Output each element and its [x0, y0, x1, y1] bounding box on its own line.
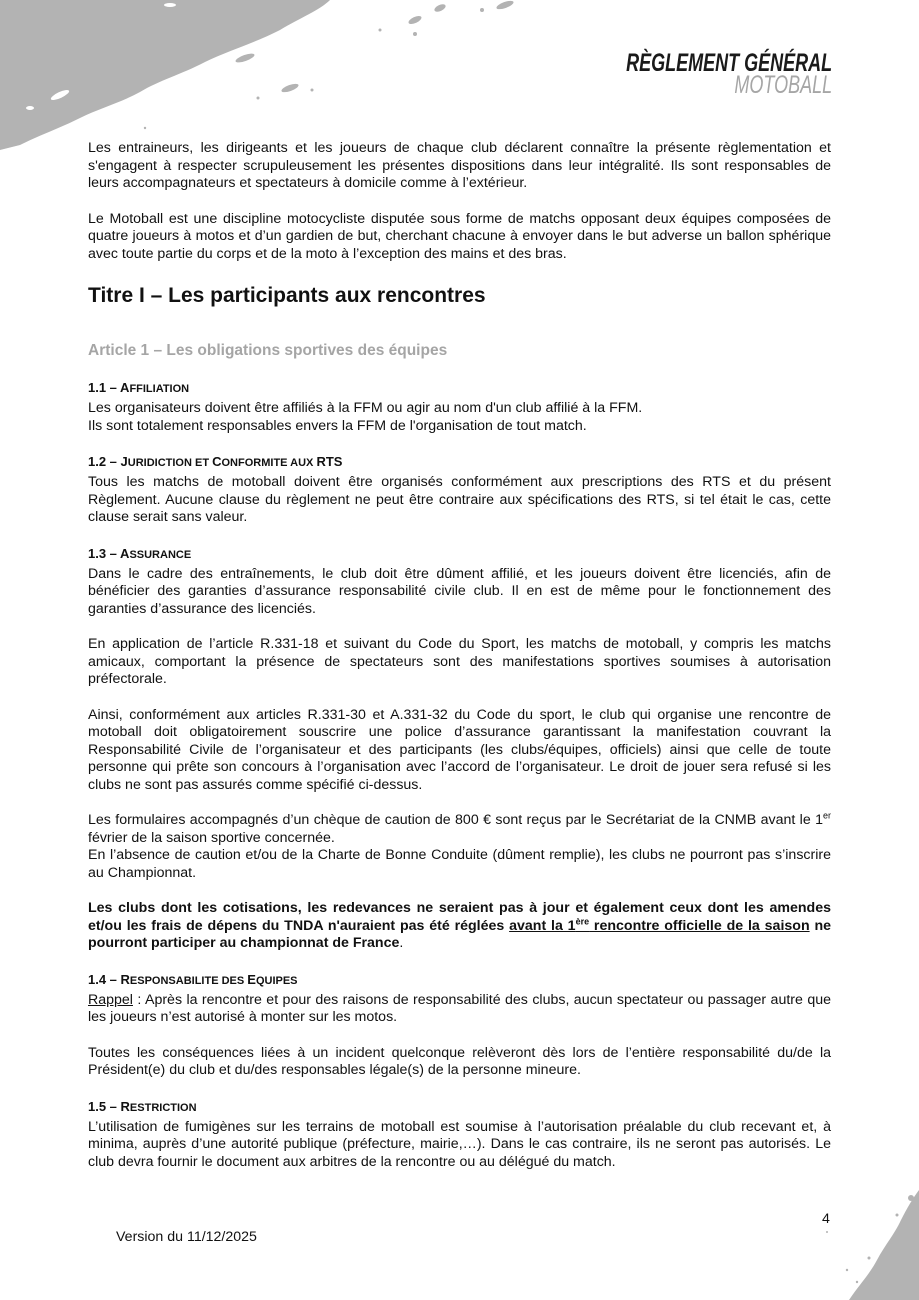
assurance-paragraph-4: Les formulaires accompagnés d’un chèque de caution de 800 € sont reçus par le Secrétariat de la CNMB avant le 1er février de la saison sportive concernée. [88, 810, 831, 846]
subsection-heading-1-1: 1.1 – AFFILIATION [88, 380, 190, 395]
assurance-paragraph-2: En application de l’article R.331-18 et suivant du Code du Sport, les matchs de motoball, y compris les matchs amicaux, comportant la présence de spectateurs sont des manifestations sportives soumises à autorisation préfectorale. [88, 636, 831, 687]
document-logo [625, 49, 832, 99]
logo-title: RÈGLEMENT GÉNÉRAL [625, 49, 832, 77]
assurance-paragraph-3: Ainsi, conformément aux articles R.331-30 et A.331-32 du Code du sport, le club qui organise une rencontre de motoball doit obligatoirement souscrire une police d’assurance garantissant la manifestation couvrant la Responsabilité Civile de l’organisateur et des participants (les clubs/équipes, officiels) ainsi que celle de toute personne qui prête son concours à l’organisation avec l’accord de l’organisateur. Le droit de jouer sera refusé si les clubs ne sont pas assurés comme spécifié ci-dessus. [88, 706, 831, 793]
subsection-heading-1-5: 1.5 – RESTRICTION [88, 1098, 197, 1114]
page-number: 4 [822, 1211, 830, 1227]
responsabilite-paragraph-2: Toutes les conséquences liées à un incident quelconque relèveront dès lors de l’entière responsabilité du/de la Président(e) du club et du/des responsables légale(s) de la personne mineure. [88, 1044, 831, 1078]
intro-paragraph-2: Le Motoball est une discipline motocycliste disputée sous forme de matchs opposant deux équipes composées de quatre joueurs à motos et d’un gardien de but, cherchant chacune à envoyer dans le but adverse un ballon sphérique avec toute partie du corps et de la moto à l’exception des mains et des bras. [88, 210, 831, 262]
logo-subtitle: MOTOBALL [734, 71, 832, 99]
subsection-heading-1-4: 1.4 – RESPONSABILITE DES EQUIPES [88, 971, 298, 987]
version-date: Version du 11/12/2025 [116, 1229, 257, 1245]
document-body [88, 140, 831, 1171]
paint-splash-decoration [0, 0, 520, 160]
assurance-paragraph-5: En l’absence de caution et/ou de la Charte de Bonne Conduite (dûment remplie), les clubs ne pourront pas s’inscrire au Championnat. [88, 847, 831, 881]
affiliation-line-2: Ils sont totalement responsables envers la FFM de l'organisation de tout match. [88, 417, 587, 434]
responsabilite-paragraph-1: Rappel : Après la rencontre et pour des raisons de responsabilité des clubs, aucun spectateur ou passager autre que les joueurs n’est autorisé à monter sur les motos. [88, 991, 831, 1025]
restriction-paragraph: L’utilisation de fumigènes sur les terrains de motoball est soumise à l’autorisation préalable du club recevant et, à minima, auprès d’une autorité publique (préfecture, mairie,…). Dans le cas contraire, ils ne seront pas autorisés. Le club devra fournir le document aux arbitres de la rencontre ou au délégué du match. [88, 1118, 831, 1170]
article-heading: Article 1 – Les obligations sportives des équipes [88, 342, 448, 359]
paint-splash-decoration-bottom [799, 1190, 919, 1300]
juridiction-paragraph: Tous les matchs de motoball doivent être organisés conformément aux prescriptions des RTS et du présent Règlement. Aucune clause du règlement ne peut être contraire aux spécifications des RTS, si tel était le cas, cette clause serait sans valeur. [88, 474, 831, 525]
section-title: Titre I – Les participants aux rencontres [88, 284, 486, 307]
affiliation-line-1: Les organisateurs doivent être affiliés à la FFM ou agir au nom d'un club affilié à la FFM. [88, 400, 643, 416]
assurance-paragraph-1: Dans le cadre des entraînements, le club doit être dûment affilié, et les joueurs doivent être licenciés, afin de bénéficier des garanties d’assurance responsabilité civile club. Il en est de même pour le fonctionnement des garanties d’assurance des licenciés. [88, 565, 831, 617]
cotisations-warning: Les clubs dont les cotisations, les redevances ne seraient pas à jour et également ceux dont les amendes et/ou les frais de dépens du TNDA n'auraient pas été réglées avant la 1ère rencontre officielle de la saison ne pourront participer au championnat de France. [88, 900, 832, 951]
subsection-heading-1-3: 1.3 – ASSURANCE [88, 545, 192, 561]
subsection-heading-1-2: 1.2 – JURIDICTION ET CONFORMITE AUX RTS [88, 454, 343, 469]
intro-paragraph-1: Les entraineurs, les dirigeants et les joueurs de chaque club déclarent connaître la présente règlementation et s'engagent à respecter scrupuleusement les présentes dispositions dans leur intégralité. Ils sont responsables de leurs accompagnateurs et spectateurs à domicile comme à l’extérieur. [88, 140, 831, 191]
